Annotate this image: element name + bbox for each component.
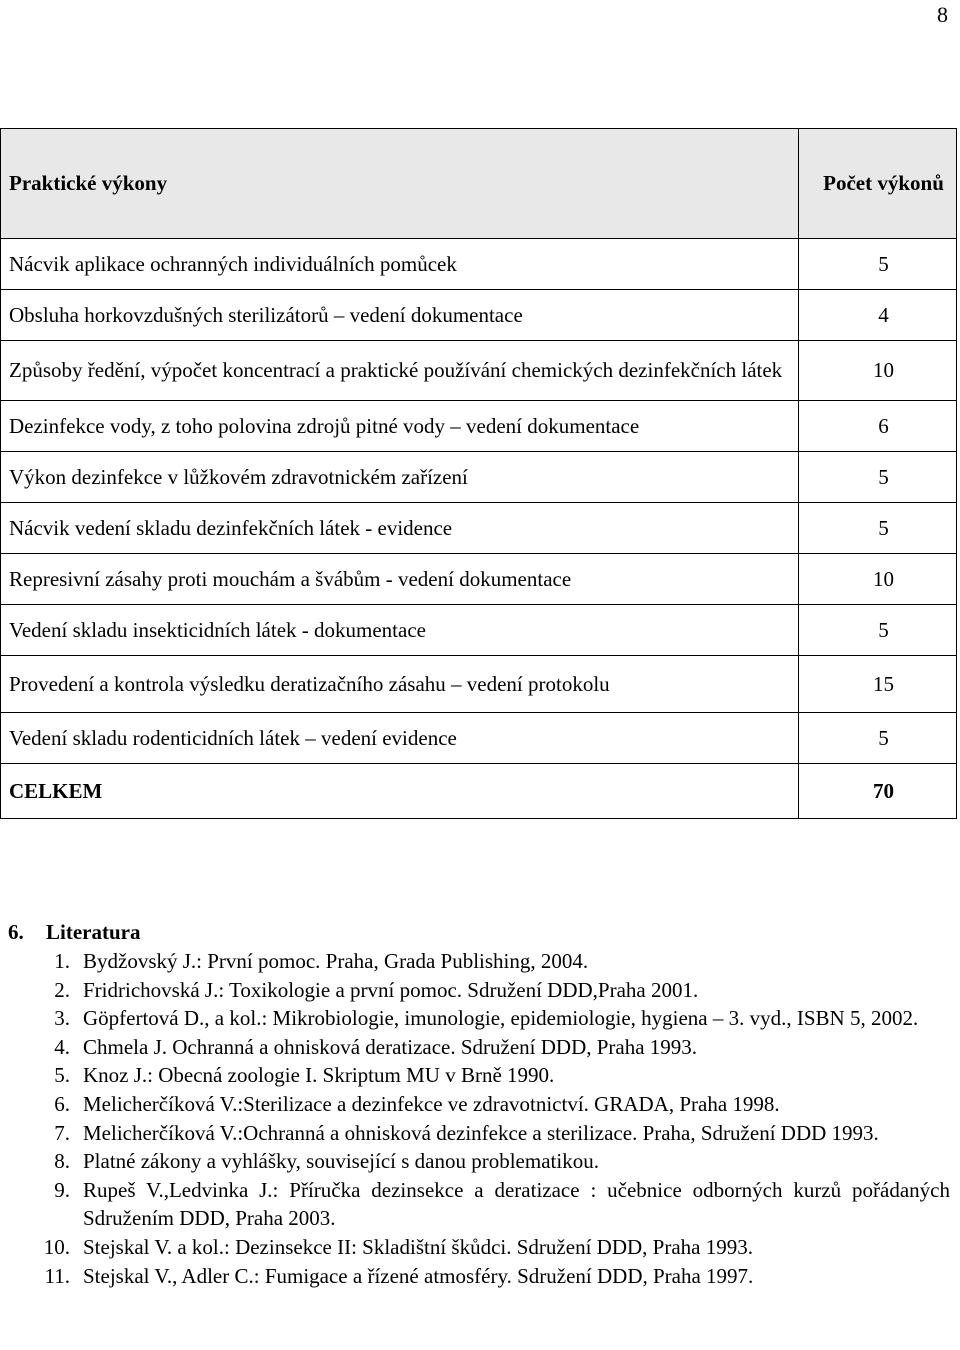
procedure-count: 5 [799,713,957,764]
list-item: 3. Göpfertová D., a kol.: Mikrobiologie, imunologie, epidemiologie, hygiena – 3. vyd., ISBN 5, 2002. [54,1006,919,1031]
procedure-count: 5 [799,452,957,503]
practical-procedures-table [0,128,957,819]
procedure-count: 15 [799,656,957,713]
reference-text: Stejskal V., Adler C.: Fumigace a řízené atmosféry. Sdružení DDD, Praha 1997. [83,1263,754,1288]
reference-text: Göpfertová D., a kol.: Mikrobiologie, imunologie, epidemiologie, hygiena – 3. vyd., ISBN 5, 2002. [83,1006,919,1031]
table-row [1,341,957,401]
list-item: 11. Stejskal V., Adler C.: Fumigace a řízené atmosféry. Sdružení DDD, Praha 1997. [44,1263,754,1288]
table-row [1,452,957,503]
procedure-count: 5 [799,503,957,554]
procedure-count: 10 [799,341,957,401]
list-item: 4. Chmela J. Ochranná a ohnisková deratizace. Sdružení DDD, Praha 1993. [54,1034,698,1059]
table-row [1,656,957,713]
procedure-count: 5 [799,605,957,656]
reference-text: Chmela J. Ochranná a ohnisková deratizace. Sdružení DDD, Praha 1993. [83,1034,698,1059]
procedure-name: Represivní zásahy proti mouchám a švábům - vedení dokumentace [1,554,799,605]
total-label: CELKEM [1,764,799,819]
procedure-name: Vedení skladu insekticidních látek - dokumentace [1,605,799,656]
procedure-count: 4 [799,290,957,341]
procedure-name: Nácvik aplikace ochranných individuálních pomůcek [1,239,799,290]
procedure-name: Vedení skladu rodenticidních látek – vedení evidence [1,713,799,764]
procedure-count: 10 [799,554,957,605]
list-item: 6. Melicherčíková V.:Sterilizace a dezinfekce ve zdravotnictví. GRADA, Praha 1998. [54,1091,780,1116]
reference-text: Rupeš V.,Ledvinka J.: Příručka dezinsekce a deratizace : učebnice odborných kurzů pořádaných Sdružením DDD, Praha 2003. [83,1177,950,1231]
reference-text: Stejskal V. a kol.: Dezinsekce II: Skladištní škůdci. Sdružení DDD, Praha 1993. [83,1234,753,1259]
section-number: 6. [8,920,24,944]
reference-text: Bydžovský J.: První pomoc. Praha, Grada Publishing, 2004. [83,949,589,973]
reference-text: Fridrichovská J.: Toxikologie a první pomoc. Sdružení DDD,Praha 2001. [83,977,699,1002]
list-item: 10. Stejskal V. a kol.: Dezinsekce II: Skladištní škůdci. Sdružení DDD, Praha 1993. [43,1234,753,1259]
reference-text: Melicherčíková V.:Ochranná a ohnisková dezinfekce a sterilizace. Praha, Sdružení DDD 1993. [83,1120,879,1145]
list-item: 8. Platné zákony a vyhlášky, související s danou problematikou. [54,1149,599,1174]
reference-text: Knoz J.: Obecná zoologie I. Skriptum MU v Brně 1990. [83,1063,555,1088]
header-procedures: Praktické výkony [1,129,799,239]
table-row [1,554,957,605]
list-item: 9. Rupeš V.,Ledvinka J.: Příručka dezinsekce a deratizace : učebnice odborných kurzů pořádaných Sdružením DDD, Praha 2003. [54,1177,950,1231]
procedure-name: Dezinfekce vody, z toho polovina zdrojů pitné vody – vedení dokumentace [1,401,799,452]
table-row [1,239,957,290]
page-number: 8 [937,2,948,27]
literature-section [8,920,950,1290]
procedure-name: Obsluha horkovzdušných sterilizátorů – vedení dokumentace [1,290,799,341]
table-total-row [1,764,957,819]
procedure-name: Provedení a kontrola výsledku deratizačního zásahu – vedení protokolu [1,656,799,713]
list-item: 7. Melicherčíková V.:Ochranná a ohnisková dezinfekce a sterilizace. Praha, Sdružení DDD 1993. [54,1120,879,1145]
reference-text: Melicherčíková V.:Sterilizace a dezinfekce ve zdravotnictví. GRADA, Praha 1998. [83,1091,780,1116]
procedure-name: Způsoby ředění, výpočet koncentrací a praktické používání chemických dezinfekčních látek [1,341,799,401]
table-row [1,713,957,764]
table-row [1,503,957,554]
list-item: 2. Fridrichovská J.: Toxikologie a první pomoc. Sdružení DDD,Praha 2001. [54,977,699,1002]
procedure-count: 6 [799,401,957,452]
table-row [1,290,957,341]
literature-heading [8,920,950,945]
table-row [1,605,957,656]
table-row [1,401,957,452]
section-title: Literatura [46,920,141,944]
list-item: 5. Knoz J.: Obecná zoologie I. Skriptum MU v Brně 1990. [54,1063,555,1088]
list-item: 1. Bydžovský J.: První pomoc. Praha, Grada Publishing, 2004. [54,949,589,973]
reference-list [8,947,950,1290]
header-count: Počet výkonů [799,129,957,239]
total-value: 70 [799,764,957,819]
procedure-count: 5 [799,239,957,290]
table-header-row [1,129,957,239]
procedure-name: Výkon dezinfekce v lůžkovém zdravotnickém zařízení [1,452,799,503]
procedure-name: Nácvik vedení skladu dezinfekčních látek - evidence [1,503,799,554]
reference-text: Platné zákony a vyhlášky, související s danou problematikou. [83,1149,599,1174]
